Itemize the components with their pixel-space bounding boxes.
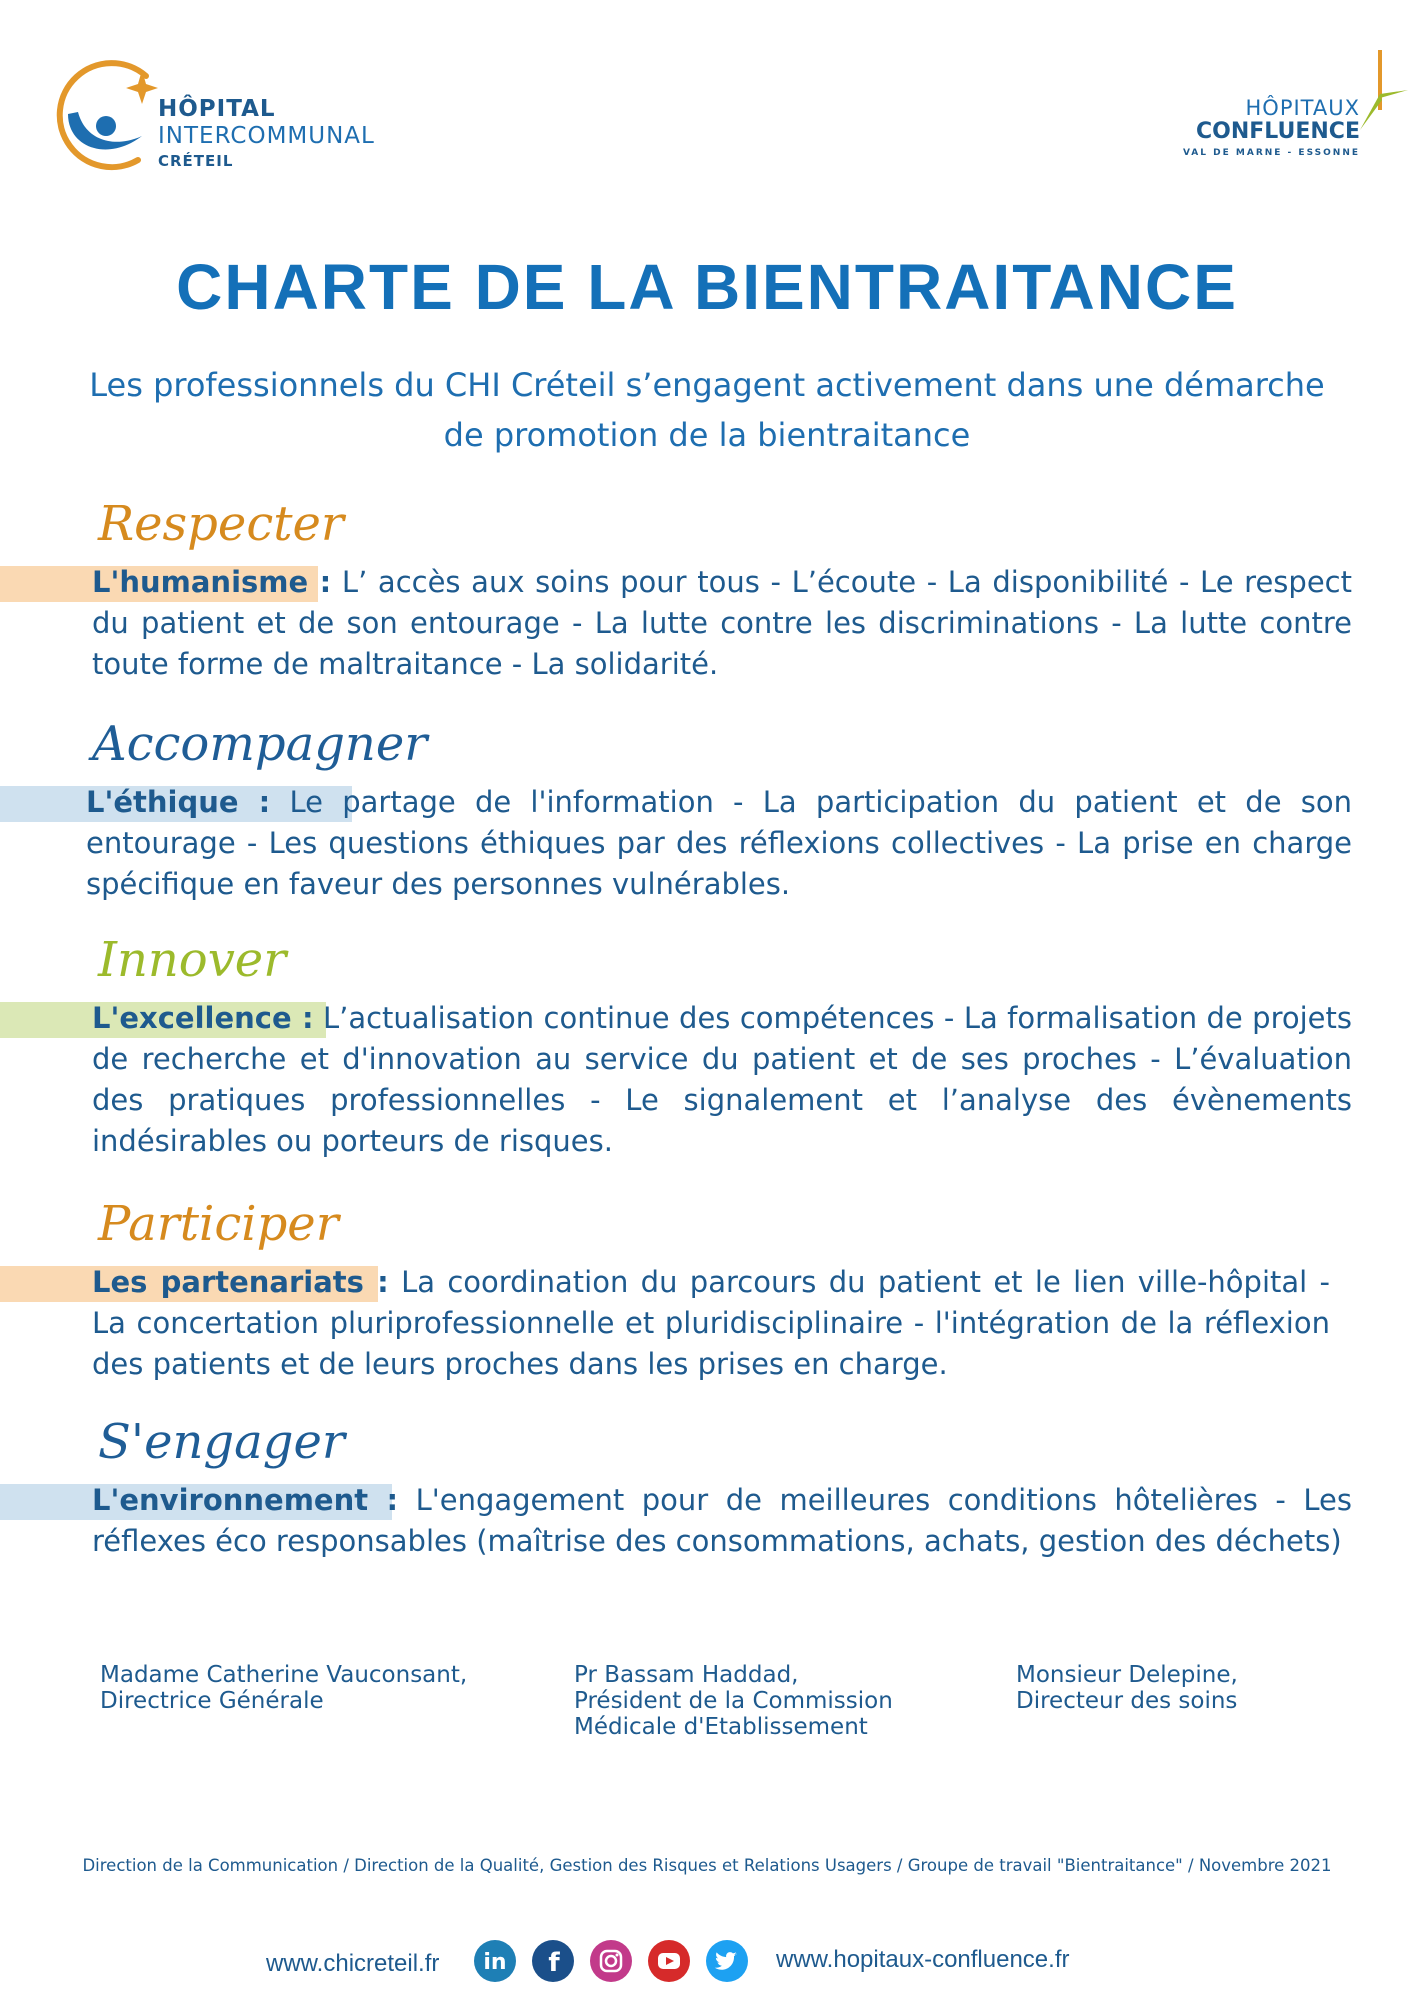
logo-left-line2: INTERCOMMUNAL (158, 123, 375, 149)
section-accompagner (86, 716, 1352, 905)
section-heading: S'engager (98, 1414, 345, 1470)
twitter-icon[interactable] (706, 1940, 748, 1982)
section-heading: Accompagner (92, 716, 428, 772)
section-text: La coordination du parcours du patient et le lien ville-hôpital - La concertation pluriprofessionnelle et pluridisciplinaire - l'intégration de la réflexion des patients et de leurs proches dans les prises en charge. (92, 1265, 1331, 1381)
section-text: L’ accès aux soins pour tous - L’écoute - La disponibilité - Le respect du patient et de son entourage - La lutte contre les discriminations - La lutte contre toute forme de maltraitance - La solidarité. (92, 565, 1352, 681)
page-title: CHARTE DE LA BIENTRAITANCE (176, 251, 1238, 323)
section-paragraph (92, 1262, 1330, 1385)
svg-text:f: f (548, 1948, 560, 1978)
logo-right-line3: VAL DE MARNE - ESSONNE (1182, 148, 1360, 158)
section-paragraph (92, 562, 1352, 685)
section-participer (92, 1196, 1331, 1385)
signature-name: Madame Catherine Vauconsant, (100, 1662, 468, 1688)
section-label: L'environnement : (92, 1483, 399, 1517)
logo-hopitaux-confluence (1160, 50, 1380, 160)
section-label: Les partenariats : (92, 1265, 389, 1299)
signature-role-line2: Médicale d'Etablissement (574, 1714, 868, 1740)
section-sengager (92, 1414, 1352, 1562)
section-label: L'humanisme : (92, 565, 332, 599)
logo-left-line1: HÔPITAL (158, 96, 276, 122)
section-text: L’actualisation continue des compétences - La formalisation de projets de recherche et d'innovation au service du patient et de ses proches - L’évaluation des pratiques professionnelles - Le signalement et l’analyse des évènements indésirables ou porteurs de risques. (92, 1001, 1352, 1158)
facebook-icon[interactable] (532, 1940, 574, 1982)
page-subtitle: Les professionnels du CHI Créteil s’engagent activement dans une démarche de promotion de la bientraitance (89, 366, 1325, 454)
section-respecter (92, 496, 1352, 685)
signature-role: Directeur des soins (1016, 1688, 1238, 1714)
signature-role: Directrice Générale (100, 1688, 324, 1714)
section-label: L'excellence : (92, 1001, 314, 1035)
signature-role: Président de la Commission (574, 1688, 893, 1714)
logo-right-line2: CONFLUENCE (1195, 119, 1360, 144)
footer-credits: Direction de la Communication / Direction de la Qualité, Gestion des Risques et Relations Usagers / Groupe de travail "Bientraitance" / Novembre 2021 (82, 1856, 1332, 1875)
signature-name: Monsieur Delepine, (1016, 1662, 1238, 1688)
chicreteil-link[interactable]: www.chicreteil.fr (266, 1950, 440, 1977)
logo-hopital-intercommunal-creteil (46, 58, 396, 178)
section-paragraph (92, 998, 1352, 1162)
linkedin-icon[interactable] (474, 1940, 516, 1982)
section-text: Le partage de l'information - La participation du patient et de son entourage - Les questions éthiques par des réflexions collectives - La prise en charge spécifique en faveur des personnes vulnérables. (86, 785, 1352, 901)
section-heading: Participer (98, 1196, 339, 1252)
signature-name: Pr Bassam Haddad, (574, 1662, 799, 1688)
signature-president-cme (574, 1662, 893, 1740)
instagram-icon[interactable] (590, 1940, 632, 1982)
section-heading: Innover (98, 932, 287, 988)
section-heading: Respecter (98, 496, 344, 552)
hospital-logo-icon (46, 58, 166, 178)
footer-links (0, 1940, 1414, 2000)
logo-left-line3: CRÉTEIL (158, 152, 234, 170)
hopitaux-confluence-link[interactable]: www.hopitaux-confluence.fr (776, 1946, 1070, 1973)
section-text: L'engagement pour de meilleures conditions hôtelières - Les réflexes éco responsables (maîtrise des consommations, achats, gestion des déchets) (92, 1483, 1352, 1558)
svg-text:in: in (483, 1950, 507, 1975)
youtube-icon[interactable] (648, 1940, 690, 1982)
signature-directeur-soins (1016, 1662, 1238, 1714)
signature-directrice (100, 1662, 467, 1714)
section-label: L'éthique : (86, 785, 271, 819)
section-paragraph (86, 782, 1352, 905)
logo-right-line1: HÔPITAUX (1245, 96, 1360, 120)
section-innover (92, 932, 1352, 1162)
section-paragraph (92, 1480, 1352, 1562)
